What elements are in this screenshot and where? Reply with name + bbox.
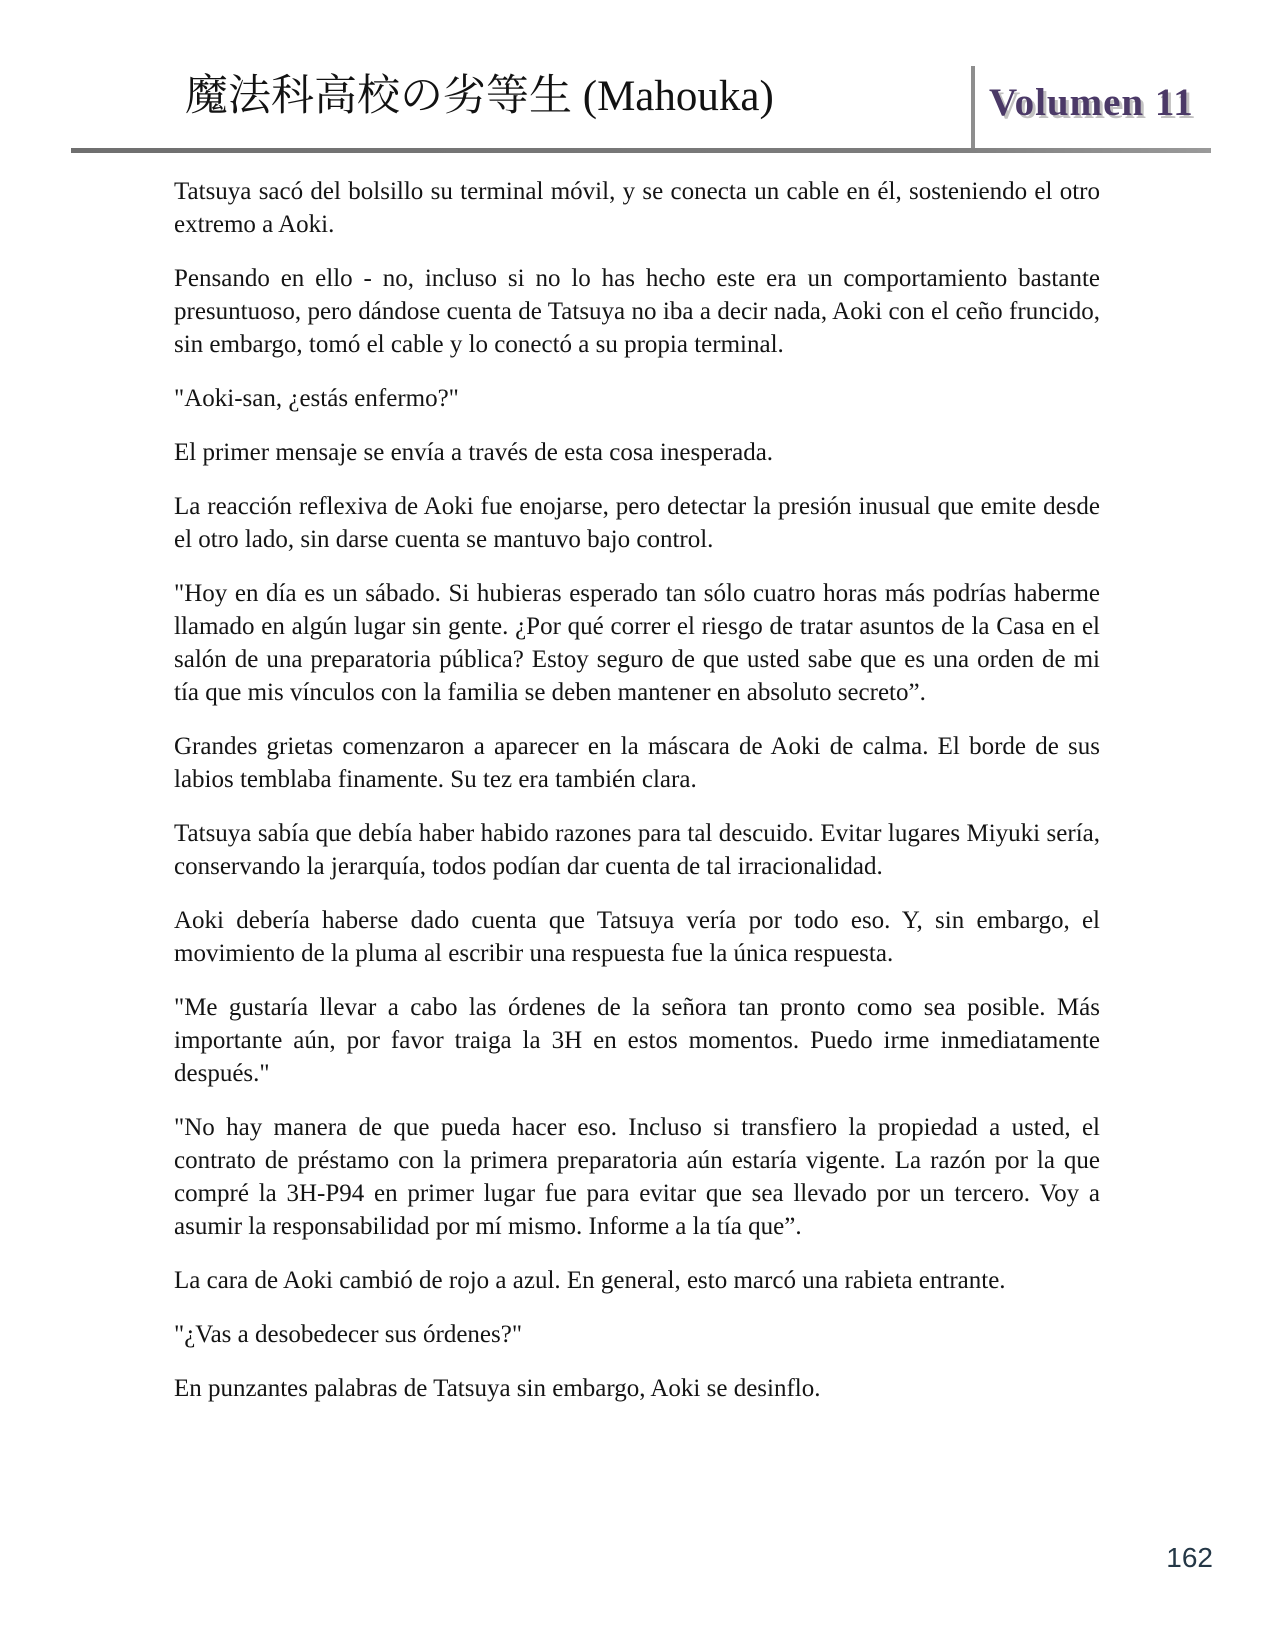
paragraph: Tatsuya sabía que debía haber habido razones para tal descuido. Evitar lugares Miyuki sería, conservando la jerarquía, todos podían dar cuenta de tal irracionalidad. [174,820,1100,880]
paragraph: El primer mensaje se envía a través de esta cosa inesperada. [174,439,774,466]
paragraph: Pensando en ello - no, incluso si no lo has hecho este era un comportamiento bastante presuntuoso, pero dándose cuenta de Tatsuya no iba a decir nada, Aoki con el ceño fruncido, sin embargo, tomó el cable y lo conectó a su propia terminal. [174,265,1100,358]
paragraph: Aoki debería haberse dado cuenta que Tatsuya vería por todo eso. Y, sin embargo, el movimiento de la pluma al escribir una respuesta fue la única respuesta. [174,907,1100,967]
paragraph: La reacción reflexiva de Aoki fue enojarse, pero detectar la presión inusual que emite desde el otro lado, sin darse cuenta se mantuvo bajo control. [174,493,1100,553]
volume-label: Volumen 11 [989,81,1194,124]
header-rule [71,148,1211,153]
paragraph: Tatsuya sacó del bolsillo su terminal móvil, y se conecta un cable en él, sosteniendo el otro extremo a Aoki. [174,178,1100,238]
document-body [174,175,1100,1426]
paragraph: "Me gustaría llevar a cabo las órdenes de la señora tan pronto como sea posible. Más importante aún, por favor traiga la 3H en estos momentos. Puedo irme inmediatamente después." [174,994,1100,1087]
paragraph: "Hoy en día es un sábado. Si hubieras esperado tan sólo cuatro horas más podrías haberme llamado en algún lugar sin gente. ¿Por qué correr el riesgo de tratar asuntos de la Casa en el salón de una preparatoria pública? Estoy seguro de que usted sabe que es una orden de mi tía que mis vínculos con la familia se deben mantener en absoluto secreto”. [174,580,1100,706]
page-number: 162 [1166,1542,1213,1573]
paragraph: Grandes grietas comenzaron a aparecer en la máscara de Aoki de calma. El borde de sus labios temblaba finamente. Su tez era también clara. [174,733,1100,793]
document-title: 魔法科高校の劣等生 (Mahouka) [185,73,774,120]
header-divider-bar [971,66,975,153]
paragraph: "Aoki-san, ¿estás enfermo?" [174,385,459,412]
paragraph: La cara de Aoki cambió de rojo a azul. En general, esto marcó una rabieta entrante. [174,1267,1006,1294]
paragraph: En punzantes palabras de Tatsuya sin embargo, Aoki se desinflo. [174,1375,821,1402]
paragraph: "No hay manera de que pueda hacer eso. Incluso si transfiero la propiedad a usted, el contrato de préstamo con la primera preparatoria aún estaría vigente. La razón por la que compré la 3H-P94 en primer lugar fue para evitar que sea llevado por un tercero. Voy a asumir la responsabilidad por mí mismo. Informe a la tía que”. [174,1114,1100,1240]
paragraph: "¿Vas a desobedecer sus órdenes?" [174,1321,523,1348]
